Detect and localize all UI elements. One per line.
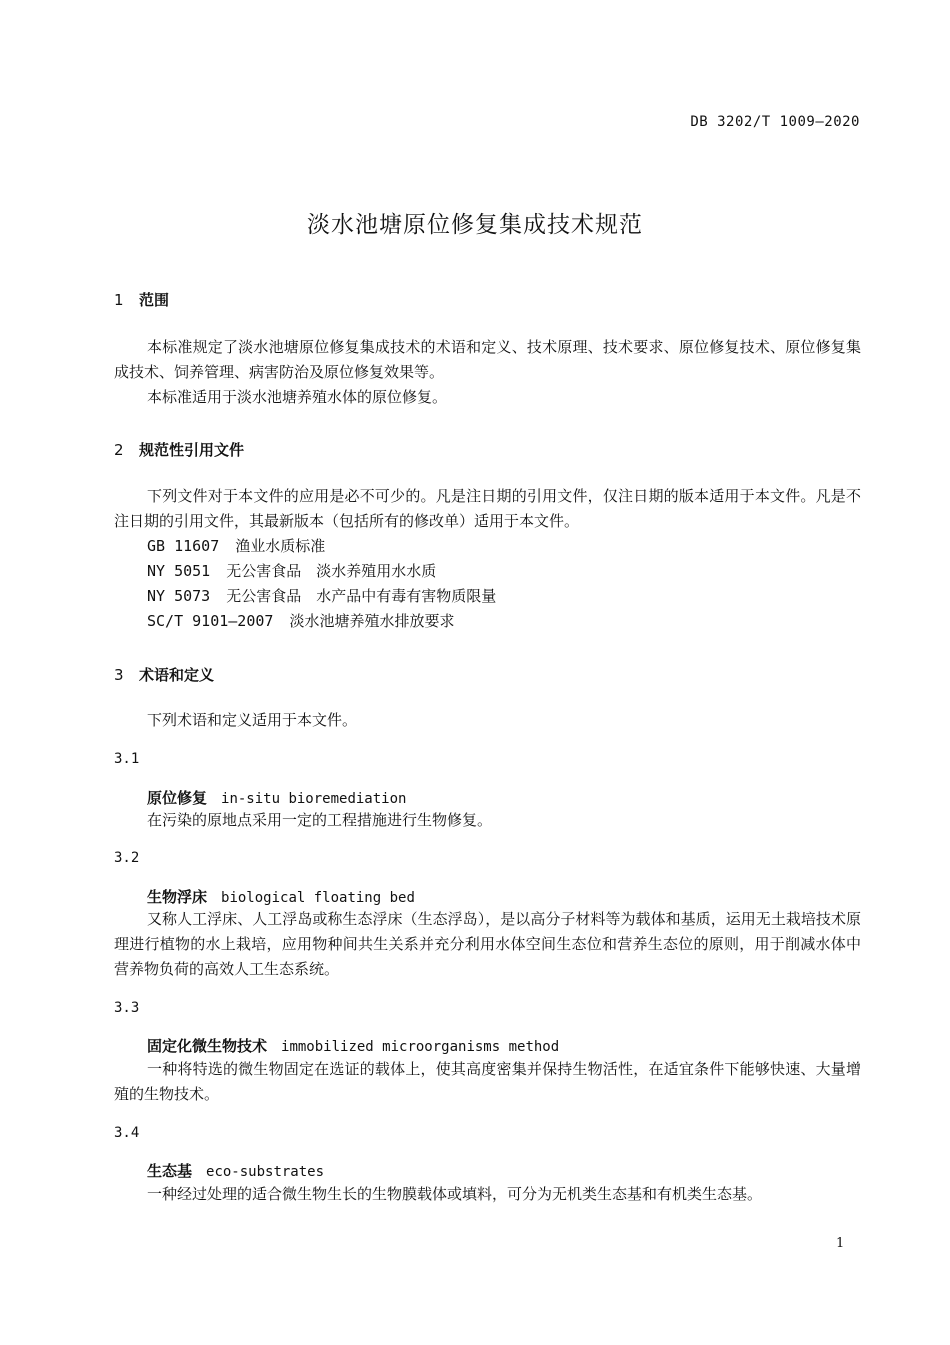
section-heading-normative-references <box>114 439 244 460</box>
scope-paragraph-1: 本标准规定了淡水池塘原位修复集成技术的术语和定义、技术原理、技术要求、原位修复技术、原位修复集成技术、饲养管理、病害防治及原位修复效果等。 <box>114 338 861 381</box>
subsection-number: 3.3 <box>114 1000 140 1016</box>
term-en: biological floating bed <box>221 890 415 906</box>
section-heading-terms <box>114 664 214 685</box>
subsection-number: 3.2 <box>114 850 140 866</box>
term-en: in-situ bioremediation <box>221 791 407 807</box>
term-zh: 生物浮床 <box>147 888 208 906</box>
section-title: 范围 <box>139 291 170 309</box>
term-entry <box>147 1035 559 1056</box>
page-number: 1 <box>836 1236 845 1251</box>
term-zh: 原位修复 <box>147 789 208 807</box>
section-title: 术语和定义 <box>139 666 215 684</box>
standard-code: DB 3202/T 1009—2020 <box>690 114 860 130</box>
term-entry <box>147 787 406 808</box>
scope-paragraph-2: 本标准适用于淡水池塘养殖水体的原位修复。 <box>147 388 448 406</box>
section-title: 规范性引用文件 <box>139 441 245 459</box>
term-en: immobilized microorganisms method <box>281 1039 560 1055</box>
reference-item <box>147 560 436 581</box>
term-zh: 固定化微生物技术 <box>147 1037 268 1055</box>
term-en: eco-substrates <box>206 1164 325 1180</box>
references-intro: 下列文件对于本文件的应用是必不可少的。凡是注日期的引用文件，仅注日期的版本适用于本文件。凡是不注日期的引用文件，其最新版本（包括所有的修改单）适用于本文件。 <box>114 487 861 530</box>
term-entry <box>147 886 415 907</box>
reference-item <box>147 585 496 606</box>
section-number: 1 <box>114 291 124 309</box>
terms-intro: 下列术语和定义适用于本文件。 <box>147 711 358 729</box>
term-definition: 一种将特选的微生物固定在选证的载体上，使其高度密集并保持生物活性，在适宜条件下能够快速、大量增殖的生物技术。 <box>114 1060 861 1103</box>
reference-item <box>147 535 325 556</box>
term-definition: 在污染的原地点采用一定的工程措施进行生物修复。 <box>147 811 493 829</box>
subsection-number: 3.4 <box>114 1125 140 1141</box>
reference-code: SC/T 9101—2007 <box>147 612 274 630</box>
term-definition: 又称人工浮床、人工浮岛或称生态浮床（生态浮岛），是以高分子材料等为载体和基质，运用无土栽培技术原理进行植物的水上栽培，应用物种间共生关系并充分利用水体空间生态位和营养生态位的原则，用于削减水体中营养物负荷的高效人工生态系统。 <box>114 910 861 978</box>
section-heading-scope <box>114 289 169 310</box>
section-number: 2 <box>114 441 124 459</box>
term-entry <box>147 1160 324 1181</box>
term-zh: 生态基 <box>147 1162 193 1180</box>
reference-name: 无公害食品 水产品中有毒有害物质限量 <box>226 587 497 605</box>
reference-code: NY 5073 <box>147 587 211 605</box>
reference-name: 淡水池塘养殖水排放要求 <box>289 612 455 630</box>
reference-item <box>147 610 454 631</box>
reference-code: GB 11607 <box>147 537 220 555</box>
reference-name: 无公害食品 淡水养殖用水水质 <box>226 562 437 580</box>
subsection-number: 3.1 <box>114 751 140 767</box>
document-title: 淡水池塘原位修复集成技术规范 <box>307 212 643 238</box>
reference-name: 渔业水质标准 <box>235 537 326 555</box>
term-definition: 一种经过处理的适合微生物生长的生物膜载体或填料，可分为无机类生态基和有机类生态基。 <box>147 1185 763 1203</box>
reference-code: NY 5051 <box>147 562 211 580</box>
section-number: 3 <box>114 666 124 684</box>
